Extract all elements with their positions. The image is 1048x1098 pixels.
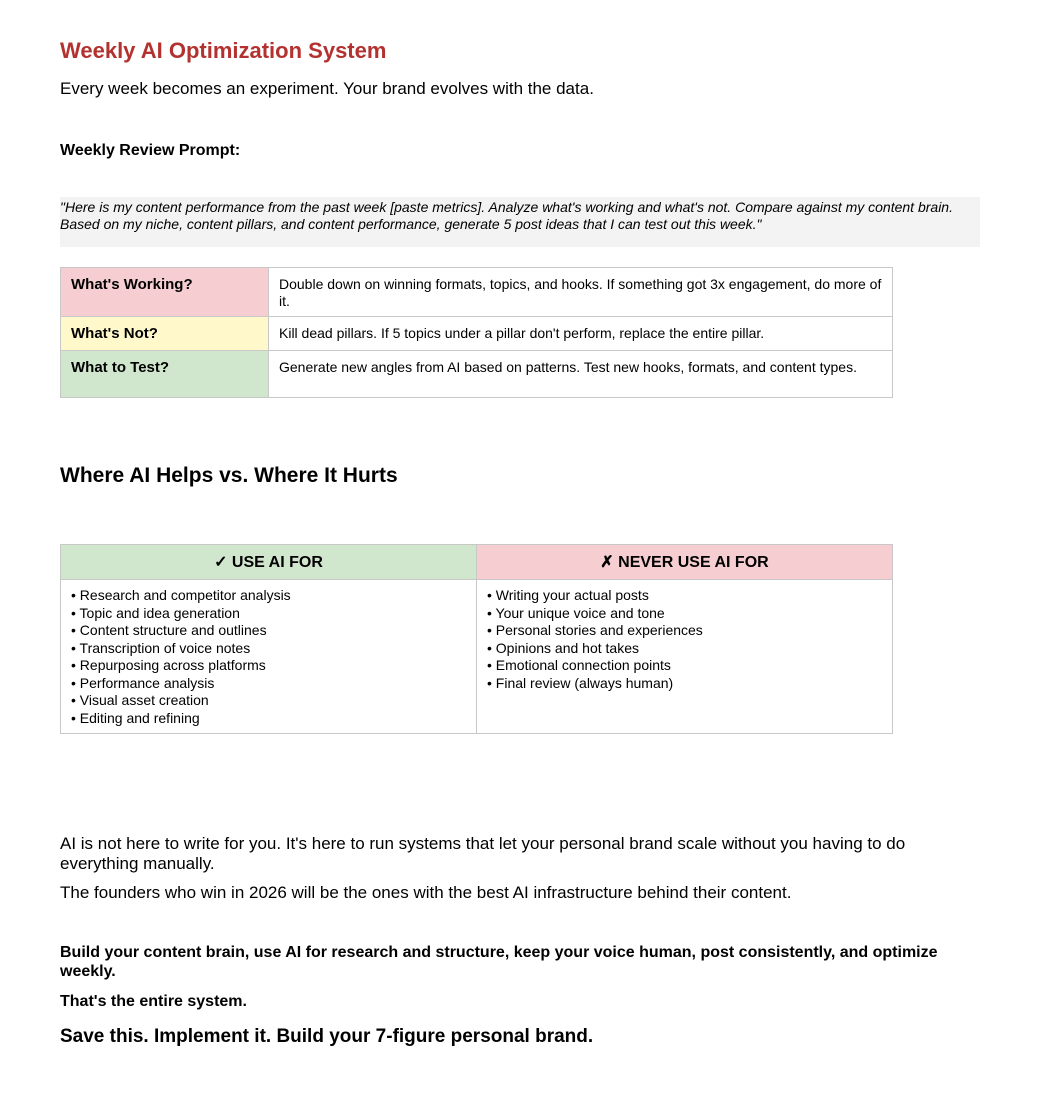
prompt-quote-box: "Here is my content performance from the past week [paste metrics]. Analyze what's working and what's not. Compare against my content brain. Based on my niche, content pillars, and content performance, generate 5 post ideas that I can test out this week." [60,197,980,247]
list-item: • Writing your actual posts [487,587,649,603]
list-item: • Content structure and outlines [71,622,267,638]
list-item: • Research and competitor analysis [71,587,291,603]
list-item: • Topic and idea generation [71,604,240,621]
list-item: • Performance analysis [71,674,215,691]
prompt-heading: Weekly Review Prompt: [60,142,241,159]
section-heading: Where AI Helps vs. Where It Hurts [60,464,398,487]
list-item: • Repurposing across platforms [71,657,266,673]
summary-paragraph: Build your content brain, use AI for research and structure, keep your voice human, post consistently, and optimize weekly. [60,944,938,980]
review-row-test [61,351,893,398]
never-use-ai-header: ✗ NEVER USE AI FOR [477,545,893,580]
list-item: • Transcription of voice notes [71,639,251,656]
list-item: • Your unique voice and tone [487,604,665,621]
use-ai-cell [61,580,477,734]
list-item: • Personal stories and experiences [487,622,703,638]
review-table [60,267,893,398]
review-text-not: Kill dead pillars. If 5 topics under a pillar don't perform, replace the entire pillar. [269,317,893,351]
never-use-ai-cell [477,580,893,734]
closing-paragraph-1: AI is not here to write for you. It's here to run systems that let your personal brand scale without you having to do everything manually. [60,834,906,873]
review-text-test: Generate new angles from AI based on patterns. Test new hooks, formats, and content types. [269,351,893,398]
closing-paragraph-2: The founders who win in 2026 will be the ones with the best AI infrastructure behind their content. [60,883,792,902]
call-to-action: Save this. Implement it. Build your 7-figure personal brand. [60,1026,594,1047]
list-item: • Final review (always human) [487,674,674,691]
use-ai-list [71,587,466,727]
page-title: Weekly AI Optimization System [60,38,387,63]
ai-usage-table [60,544,893,734]
review-text-working: Double down on winning formats, topics, and hooks. If something got 3x engagement, do more of it. [269,268,893,317]
review-label-test: What to Test? [61,351,269,398]
page-subtitle: Every week becomes an experiment. Your brand evolves with the data. [60,79,594,98]
list-item: • Editing and refining [71,709,200,726]
use-ai-header: ✓ USE AI FOR [61,545,477,580]
list-item: • Emotional connection points [487,657,671,673]
review-label-not: What's Not? [61,317,269,351]
review-row-working [61,268,893,317]
review-label-working: What's Working? [61,268,269,317]
list-item: • Visual asset creation [71,692,209,708]
never-use-ai-list [487,587,882,692]
review-row-not [61,317,893,351]
list-item: • Opinions and hot takes [487,639,639,656]
summary-line: That's the entire system. [60,993,247,1010]
